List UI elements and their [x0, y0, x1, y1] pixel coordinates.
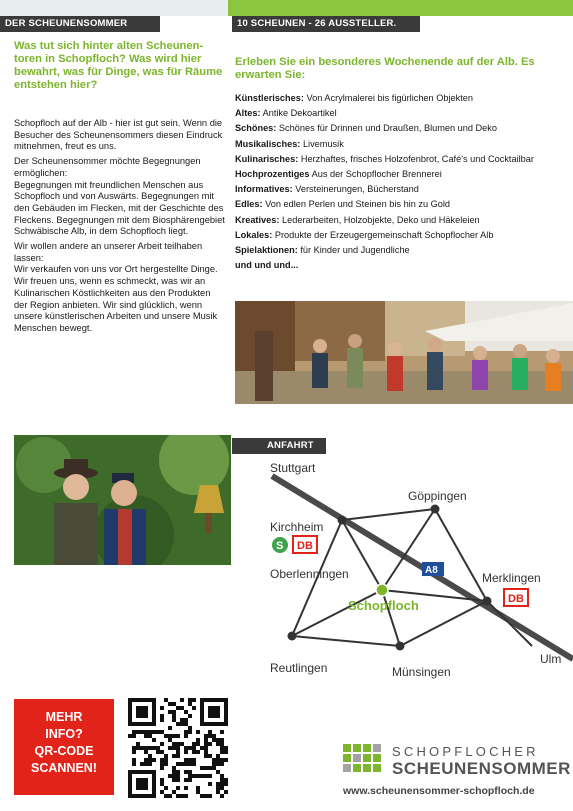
city-kirchheim: Kirchheim — [270, 520, 324, 534]
list-item — [235, 91, 570, 106]
left-body-text — [14, 118, 226, 338]
item-key: Lokales: — [235, 229, 273, 240]
item-key: Informatives: — [235, 184, 293, 195]
section-label-aussteller: 10 SCHEUNEN - 26 AUSSTELLER. — [232, 16, 420, 32]
qr-cta-box — [14, 699, 114, 795]
item-value: Livemusik — [302, 138, 344, 149]
logo-line-1: SCHOPFLOCHER — [392, 744, 539, 759]
musicians-photo-image — [14, 435, 231, 565]
offer-list — [235, 91, 570, 273]
qr-code-icon[interactable] — [128, 698, 228, 798]
item-key: Künstlerisches: — [235, 93, 304, 103]
item-value: Von edlen Perlen und Steinen bis hin zu Gold — [265, 199, 451, 210]
item-value: Herzhaftes, frisches Holzofenbrot, Café's und Cocktailbar — [300, 153, 534, 164]
node-merklingen — [483, 597, 492, 606]
market-photo-image — [235, 301, 573, 404]
item-value: Produkte der Erzeugergemeinschaft Schopflocher Alb — [274, 229, 494, 240]
paragraph: Schopfloch auf der Alb - hier ist gut sein. Wenn die Besucher des Scheunensommers diesen Eindruck mitnehmen, freut es uns. — [14, 118, 223, 152]
item-key: Spielaktionen: — [235, 245, 298, 256]
a8-label: A8 — [425, 565, 438, 576]
item-value: Lederarbeiten, Holzobjekte, Deko und Häkeleien — [282, 214, 480, 225]
list-item — [235, 106, 570, 121]
list-item — [235, 121, 570, 136]
item-value: für Kinder und Jugendliche — [300, 245, 410, 256]
city-muensingen: Münsingen — [392, 665, 451, 679]
paragraph: Wir wollen andere an unserer Arbeit teilhaben lassen: — [14, 241, 203, 263]
list-item — [235, 167, 570, 182]
item-value: Von Acrylmalerei bis figürlichen Objekten — [306, 93, 473, 103]
right-lead: Erleben Sie ein besonderes Wochenende auf der Alb. Es erwarten Sie: — [235, 56, 535, 81]
closing-text: und und und... — [235, 260, 299, 271]
item-key: Schönes: — [235, 123, 277, 134]
item-value: Versteinerungen, Bücherstand — [295, 184, 419, 195]
logo-line-2: SCHEUNENSOMMER — [392, 759, 571, 778]
city-schopfloch: Schopfloch — [348, 598, 419, 613]
top-bar-accent — [228, 0, 573, 16]
list-item — [235, 243, 570, 258]
list-item — [235, 213, 570, 228]
city-goeppingen: Göppingen — [408, 489, 467, 503]
paragraph: Wir verkaufen von uns vor Ort hergestellte Dinge. Wir freuen uns, wenn es schmeckt, was wir an Kulinarischen Köstlichkeiten aus den Produkten der Region anbieten. Wir sind glücklich, wenn unsere künstlerischen Arbeiten und unsere Musik Menschen bewegt. — [14, 264, 218, 333]
item-key: Hochprozentiges — [235, 169, 310, 180]
section-label-scheunensommer: DER SCHEUNENSOMMER — [0, 16, 160, 32]
cta-line: SCANNEN! — [31, 761, 97, 775]
node-reutlingen — [288, 632, 297, 641]
node-muensingen — [396, 642, 405, 651]
list-item — [235, 182, 570, 197]
item-value: Antike Dekoartikel — [262, 108, 337, 119]
node-goeppingen — [431, 505, 440, 514]
item-key: Edles: — [235, 199, 263, 210]
db-label-merklingen: DB — [508, 593, 524, 605]
sbahn-letter: S — [276, 540, 284, 552]
item-value: Aus der Schopflocher Brennerei — [311, 169, 442, 180]
city-stuttgart: Stuttgart — [270, 461, 316, 475]
list-item-closing — [235, 258, 570, 273]
cta-line: INFO? — [45, 727, 83, 741]
node-schopfloch — [376, 584, 388, 596]
node-kirchheim — [338, 516, 347, 525]
city-reutlingen: Reutlingen — [270, 661, 328, 675]
musicians-photo — [14, 435, 231, 565]
paragraph: Der Scheunensommer möchte Begegnungen ermöglichen: — [14, 156, 201, 178]
list-item — [235, 228, 570, 243]
left-lead-question: Was tut sich hinter alten Scheunen-toren in Schopfloch? Was wird hier bewahrt, was für Dinge, was für Räume entstehen hier? — [14, 40, 223, 91]
market-photo — [235, 301, 573, 404]
map-label-bar — [232, 438, 262, 454]
item-key: Kulinarisches: — [235, 153, 299, 164]
cta-line: QR-CODE — [34, 744, 94, 758]
city-merklingen: Merklingen — [482, 571, 541, 585]
item-key: Altes: — [235, 108, 261, 119]
db-label-kirchheim: DB — [297, 540, 313, 552]
cta-line: MEHR — [45, 710, 83, 724]
route-map[interactable] — [232, 454, 573, 684]
map-label: ANFAHRT — [262, 438, 326, 454]
scheunensommer-logo-icon — [343, 744, 383, 780]
city-ulm: Ulm — [540, 652, 562, 666]
list-item — [235, 137, 570, 152]
paragraph: Begegnungen mit freundlichen Menschen aus Schopfloch und von Auswärts. Begegnungen mit den Gebäuden im Flecken, mit der Geschichte des Fleckens. Begegnungen mit dem Biosphärengebiet Schwäbische Alb, in dem Schopfloch liegt. — [14, 179, 225, 237]
list-item — [235, 152, 570, 167]
list-item — [235, 197, 570, 212]
item-key: Musikalisches: — [235, 138, 301, 149]
item-value: Schönes für Drinnen und Draußen, Blumen und Deko — [278, 123, 497, 134]
city-oberlenningen: Oberlenningen — [270, 567, 349, 581]
website-link[interactable]: www.scheunensommer-schopfloch.de — [343, 785, 535, 797]
item-key: Kreatives: — [235, 214, 280, 225]
